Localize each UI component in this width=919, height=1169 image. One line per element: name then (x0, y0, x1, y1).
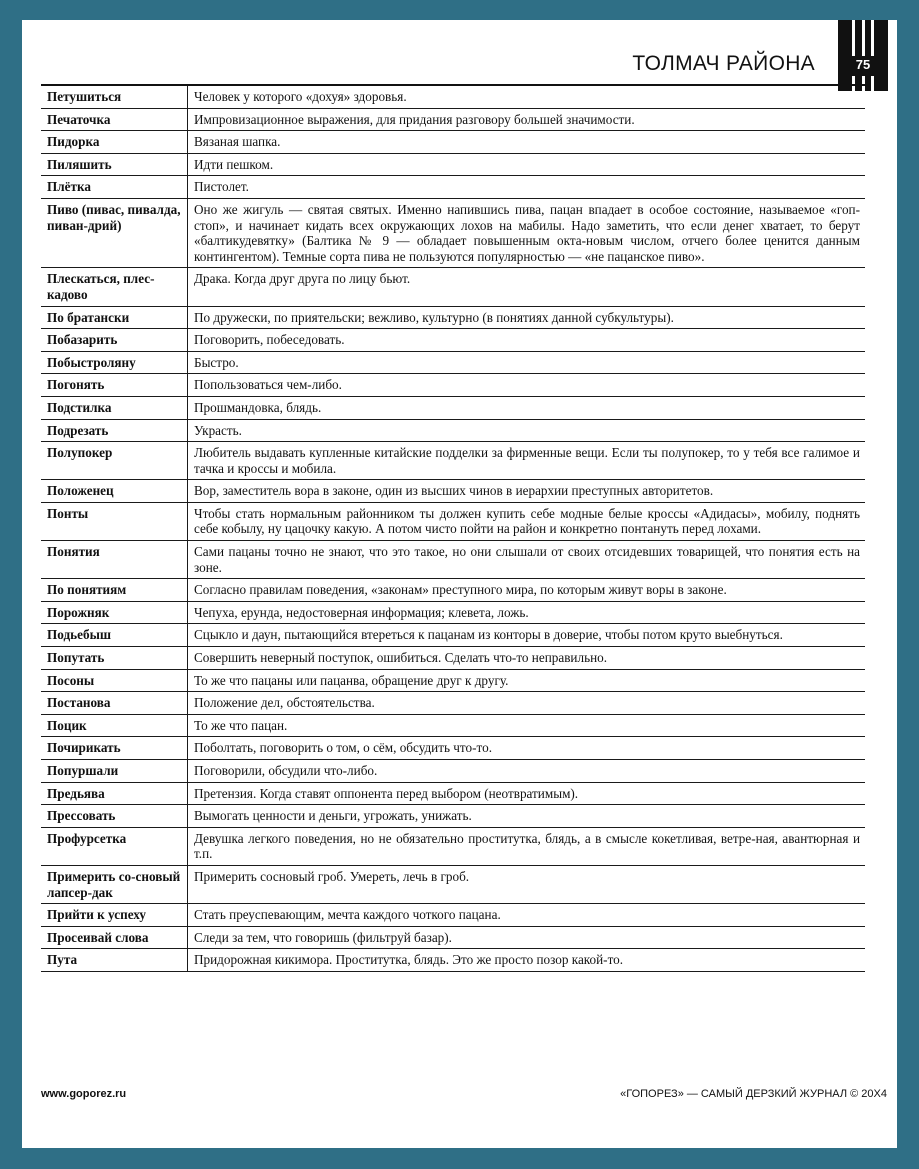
glossary-definition: Быстро. (188, 351, 866, 374)
glossary-body (41, 85, 865, 971)
glossary-row (41, 419, 865, 442)
footer-tagline: «ГОПОРЕЗ» — САМЫЙ ДЕРЗКИЙ ЖУРНАЛ © 20Х4 (620, 1088, 887, 1100)
glossary-row (41, 480, 865, 503)
section-title: ТОЛМАЧ РАЙОНА (632, 52, 815, 75)
glossary-row (41, 760, 865, 783)
glossary-term: Просеивай слова (41, 926, 188, 949)
glossary-term: Порожняк (41, 601, 188, 624)
glossary-definition: Чтобы стать нормальным районником ты должен купить себе модные белые кроссы «Адидасы», мобилу, поднять себе кобылу, ну цацочку какую. А потом чисто пойти на район и конкретно понтануть перед лохами. (188, 502, 866, 540)
glossary-term: Понятия (41, 541, 188, 579)
glossary-row (41, 692, 865, 715)
glossary-term: По понятиям (41, 579, 188, 602)
glossary-row (41, 669, 865, 692)
page-number: 75 (855, 57, 871, 72)
glossary-definition: Вязаная шапка. (188, 131, 866, 154)
glossary-definition: Девушка легкого поведения, но не обязательно проститутка, блядь, а в смысле кокетливая, ветре-ная, авантюрная и т.п. (188, 827, 866, 865)
glossary-term: Предьява (41, 782, 188, 805)
glossary-term: Почирикать (41, 737, 188, 760)
glossary-row (41, 714, 865, 737)
footer-website: www.goporez.ru (41, 1088, 127, 1100)
glossary-definition: Прошмандовка, блядь. (188, 396, 866, 419)
glossary-term: Петушиться (41, 85, 188, 108)
glossary-row (41, 647, 865, 670)
glossary-row (41, 351, 865, 374)
glossary-row (41, 737, 865, 760)
glossary-row (41, 624, 865, 647)
glossary-row (41, 198, 865, 267)
glossary-table (41, 84, 865, 972)
glossary-definition: Претензия. Когда ставят оппонента перед выбором (неотвратимым). (188, 782, 866, 805)
glossary-term: Попуршали (41, 760, 188, 783)
glossary-definition: То же что пацан. (188, 714, 866, 737)
glossary-definition: Совершить неверный поступок, ошибиться. Сделать что-то неправильно. (188, 647, 866, 670)
glossary-term: Подрезать (41, 419, 188, 442)
glossary-term: Посоны (41, 669, 188, 692)
glossary-row (41, 601, 865, 624)
glossary-row (41, 131, 865, 154)
glossary-term: Пута (41, 949, 188, 972)
tab-stripe (852, 20, 855, 56)
glossary-term: По братански (41, 306, 188, 329)
tab-stripe (871, 76, 874, 91)
glossary-definition: Поговорили, обсудили что-либо. (188, 760, 866, 783)
glossary-row (41, 782, 865, 805)
glossary-definition: Драка. Когда друг друга по лицу бьют. (188, 268, 866, 306)
glossary-definition: Вор, заместитель вора в законе, один из высших чинов в иерархии преступных авторитетов. (188, 480, 866, 503)
glossary-term: Профурсетка (41, 827, 188, 865)
glossary-definition: Положение дел, обстоятельства. (188, 692, 866, 715)
glossary-definition: Пистолет. (188, 176, 866, 199)
glossary-row (41, 949, 865, 972)
glossary-row (41, 926, 865, 949)
glossary-term: Полупокер (41, 442, 188, 480)
glossary-row (41, 374, 865, 397)
glossary-term: Погонять (41, 374, 188, 397)
glossary-row (41, 396, 865, 419)
page-number-tab (838, 20, 888, 91)
glossary-definition: Любитель выдавать купленные китайские подделки за фирменные вещи. Если ты полупокер, то у тебя все галимое и тачка и кроссы и мобила. (188, 442, 866, 480)
glossary-term: Плескаться, плес-кадово (41, 268, 188, 306)
glossary-definition: Поговорить, побеседовать. (188, 329, 866, 352)
glossary-term: Пиляшить (41, 153, 188, 176)
glossary-definition: То же что пацаны или пацанва, обращение друг к другу. (188, 669, 866, 692)
glossary-definition: Следи за тем, что говоришь (фильтруй базар). (188, 926, 866, 949)
glossary-definition: Согласно правилам поведения, «законам» преступного мира, по которым живут воры в законе. (188, 579, 866, 602)
glossary-term: Попутать (41, 647, 188, 670)
glossary-definition: Сами пацаны точно не знают, что это такое, но они слышали от своих отсидевших товарищей, что понятия есть на зоне. (188, 541, 866, 579)
glossary-row (41, 442, 865, 480)
glossary-term: Постанова (41, 692, 188, 715)
glossary-definition: Стать преуспевающим, мечта каждого чоткого пацана. (188, 904, 866, 927)
glossary-term: Понты (41, 502, 188, 540)
glossary-definition: Импровизационное выражения, для придания разговору большей значимости. (188, 108, 866, 131)
glossary-term: Печаточка (41, 108, 188, 131)
tab-stripe (862, 20, 865, 56)
glossary-definition: Человек у которого «дохуя» здоровья. (188, 85, 866, 108)
glossary-definition: Идти пешком. (188, 153, 866, 176)
glossary-definition: Оно же жигуль — святая святых. Именно напившись пива, пацан впадает в особое состояние, называемое «гоп-стоп», и начинает кидать всех окружающих лохов на мабилы. Надо заметить, что если денег хватает, то берут «балтикудевятку» (Балтика № 9 — обладает повышенным окта-новым числом, отчего более ценится данным контингентом). Темные сорта пива не пользуются популярностью — «не пацанское пиво». (188, 198, 866, 267)
glossary-row (41, 827, 865, 865)
glossary-term: Поцик (41, 714, 188, 737)
glossary-row (41, 329, 865, 352)
glossary-definition: По дружески, по приятельски; вежливо, культурно (в понятиях данной субкультуры). (188, 306, 866, 329)
tab-stripe (871, 20, 874, 56)
glossary-term: Побазарить (41, 329, 188, 352)
glossary-row (41, 805, 865, 828)
glossary-term: Пиво (пивас, пивалда, пиван-дрий) (41, 198, 188, 267)
glossary-term: Прессовать (41, 805, 188, 828)
glossary-term: Плётка (41, 176, 188, 199)
glossary-row (41, 108, 865, 131)
glossary-definition: Примерить сосновый гроб. Умереть, лечь в гроб. (188, 865, 866, 903)
glossary-term: Положенец (41, 480, 188, 503)
glossary-definition: Поболтать, поговорить о том, о сём, обсудить что-то. (188, 737, 866, 760)
glossary-row (41, 268, 865, 306)
glossary-term: Примерить со-сновый лапсер-дак (41, 865, 188, 903)
glossary-row (41, 904, 865, 927)
glossary-term: Подстилка (41, 396, 188, 419)
glossary-row (41, 306, 865, 329)
glossary-row (41, 502, 865, 540)
glossary-definition: Сцыкло и даун, пытающийся втереться к пацанам из конторы в доверие, чтобы потом круто выебнуться. (188, 624, 866, 647)
glossary-term: Побыстроляну (41, 351, 188, 374)
glossary-term: Подьебыш (41, 624, 188, 647)
glossary-row (41, 176, 865, 199)
glossary-row (41, 541, 865, 579)
glossary-row (41, 153, 865, 176)
glossary-definition: Вымогать ценности и деньги, угрожать, унижать. (188, 805, 866, 828)
glossary-row (41, 579, 865, 602)
glossary-definition: Чепуха, ерунда, недостоверная информация; клевета, ложь. (188, 601, 866, 624)
glossary-row (41, 85, 865, 108)
glossary-definition: Попользоваться чем-либо. (188, 374, 866, 397)
glossary-definition: Придорожная кикимора. Проститутка, блядь. Это же просто позор какой-то. (188, 949, 866, 972)
glossary-definition: Украсть. (188, 419, 866, 442)
glossary-term: Прийти к успеху (41, 904, 188, 927)
glossary-row (41, 865, 865, 903)
glossary-term: Пидорка (41, 131, 188, 154)
